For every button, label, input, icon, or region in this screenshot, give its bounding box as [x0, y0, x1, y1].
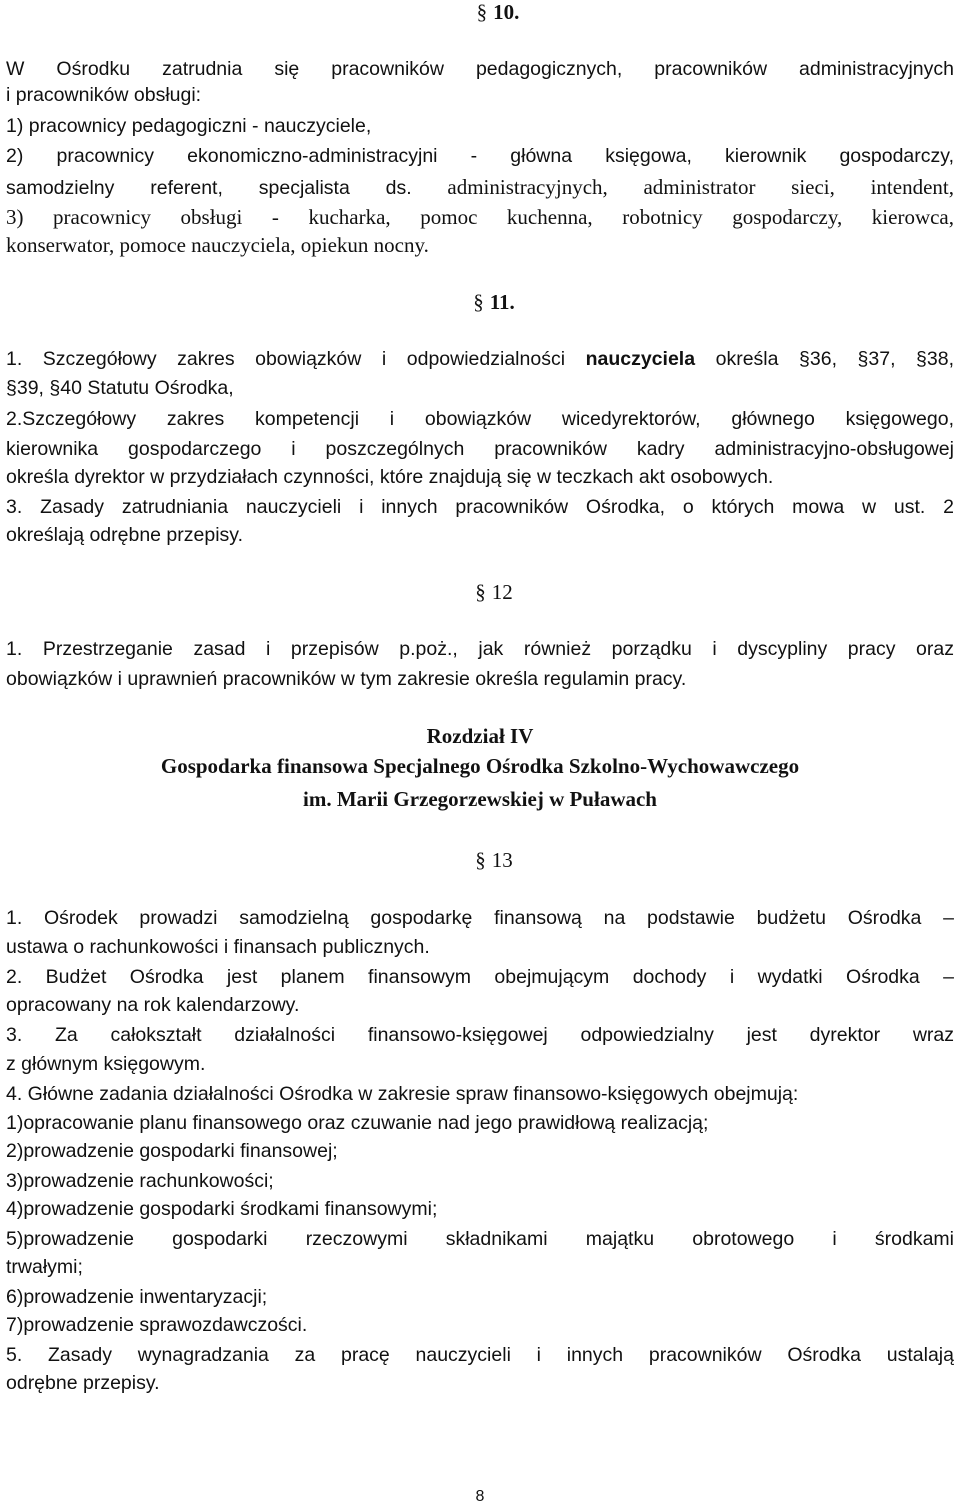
section-sign: §	[799, 348, 810, 370]
paragraph-line	[6, 347, 954, 372]
paragraph-line: ustawa o rachunkowości i finansach publicznych.	[6, 936, 430, 958]
paragraph-line: W Ośrodku zatrudnia się pracowników pedagogicznych, pracowników administracyjnych	[6, 58, 954, 80]
paragraph-line: obowiązków i uprawnień pracowników w tym zakresie określa regulamin pracy.	[6, 668, 687, 690]
list-item: 4)prowadzenie gospodarki środkami finansowymi;	[6, 1198, 438, 1220]
section-number: 13	[491, 848, 513, 872]
paragraph-line	[6, 376, 954, 401]
page-number: 8	[475, 1488, 485, 1505]
line-fragment: 37,	[868, 348, 917, 370]
paragraph-line: 1. Przestrzeganie zasad i przepisów p.poż., jak również porządku i dyscypliny pracy oraz	[6, 638, 954, 660]
line-fragment: 38,	[926, 348, 955, 370]
section-sign: §	[6, 377, 17, 399]
list-item: 6)prowadzenie inwentaryzacji;	[6, 1286, 268, 1308]
paragraph-line: 3. Za całokształt działalności finansowo-księgowej odpowiedzialny jest dyrektor wraz	[6, 1024, 954, 1046]
line-fragment-bold: nauczyciela	[585, 348, 696, 370]
line-fragment: określa	[695, 348, 800, 370]
paragraph-line: odrębne przepisy.	[6, 1372, 160, 1394]
paragraph-line: kierownika gospodarczego i poszczególnych pracowników kadry administracyjno-obsługowej	[6, 438, 954, 460]
paragraph-line: z głównym księgowym.	[6, 1053, 206, 1075]
paragraph-line: 2.Szczegółowy zakres kompetencji i obowiązków wicedyrektorów, głównego księgowego,	[6, 408, 954, 430]
section-sign: §	[857, 348, 869, 370]
section-sign: §	[475, 848, 486, 872]
list-item: trwałymi;	[6, 1256, 83, 1278]
line-fragment: 40 Statutu Ośrodka,	[60, 377, 234, 399]
paragraph-line: 2. Budżet Ośrodka jest planem finansowym obejmującym dochody i wydatki Ośrodka –	[6, 966, 954, 988]
chapter-subtitle: Gospodarka finansowa Specjalnego Ośrodka Szkolno-Wychowawczego	[160, 754, 800, 778]
line-fragment: 36,	[809, 348, 858, 370]
line-fragment: 39,	[16, 377, 50, 399]
list-item: 3)prowadzenie rachunkowości;	[6, 1170, 274, 1192]
list-item: 5)prowadzenie gospodarki rzeczowymi składnikami majątku obrotowego i środkami	[6, 1228, 954, 1250]
paragraph-line: określa dyrektor w przydziałach czynności, które znajdują się w teczkach akt osobowych.	[6, 466, 774, 488]
paragraph-line: konserwator, pomoce nauczyciela, opiekun nocny.	[6, 233, 429, 257]
paragraph-line	[6, 175, 954, 201]
section-sign: §	[476, 0, 488, 24]
section-sign: §	[49, 377, 61, 399]
section-sign: §	[475, 580, 486, 604]
paragraph-line: i pracowników obsługi:	[6, 84, 202, 106]
section-heading-12	[14, 580, 960, 605]
chapter-title: Rozdział IV	[426, 724, 534, 748]
section-heading-11	[14, 290, 960, 315]
section-number: 12	[491, 580, 513, 604]
paragraph-line: 4. Główne zadania działalności Ośrodka w zakresie spraw finansowo-księgowych obejmują:	[6, 1083, 799, 1105]
section-heading-13	[14, 848, 960, 873]
line-fragment: 1. Szczegółowy zakres obowiązków i odpowiedzialności	[6, 348, 586, 370]
paragraph-line: 3) pracownicy obsługi - kucharka, pomoc kuchenna, robotnicy gospodarczy, kierowca,	[6, 205, 954, 229]
chapter-subtitle: im. Marii Grzegorzewskiej w Puławach	[303, 787, 657, 811]
section-sign: §	[473, 290, 484, 314]
list-item: 1)opracowanie planu finansowego oraz czuwanie nad jego prawidłową realizacją;	[6, 1112, 709, 1134]
paragraph-line: 3. Zasady zatrudniania nauczycieli i innych pracowników Ośrodka, o których mowa w ust. 2	[6, 496, 954, 518]
paragraph-line: określają odrębne przepisy.	[6, 524, 244, 546]
section-heading-10	[18, 0, 960, 25]
list-item: 7)prowadzenie sprawozdawczości.	[6, 1314, 308, 1336]
paragraph-line: 1. Ośrodek prowadzi samodzielną gospodarkę finansową na podstawie budżetu Ośrodka –	[6, 907, 954, 929]
paragraph-line: 1) pracownicy pedagogiczni - nauczyciele,	[6, 115, 372, 137]
paragraph-line: 2) pracownicy ekonomiczno-administracyjni - główna księgowa, kierownik gospodarczy,	[6, 145, 954, 167]
paragraph-line: 5. Zasady wynagradzania za pracę nauczycieli i innych pracowników Ośrodka ustalają	[6, 1344, 954, 1366]
section-sign: §	[916, 348, 927, 370]
section-number: 11.	[489, 290, 515, 314]
line-fragment: samodzielny referent, specjalista ds.	[6, 177, 412, 199]
paragraph-line: opracowany na rok kalendarzowy.	[6, 994, 300, 1016]
list-item: 2)prowadzenie gospodarki finansowej;	[6, 1140, 338, 1162]
section-number: 10.	[493, 0, 520, 24]
line-fragment: administracyjnych, administrator sieci, intendent,	[411, 175, 954, 199]
